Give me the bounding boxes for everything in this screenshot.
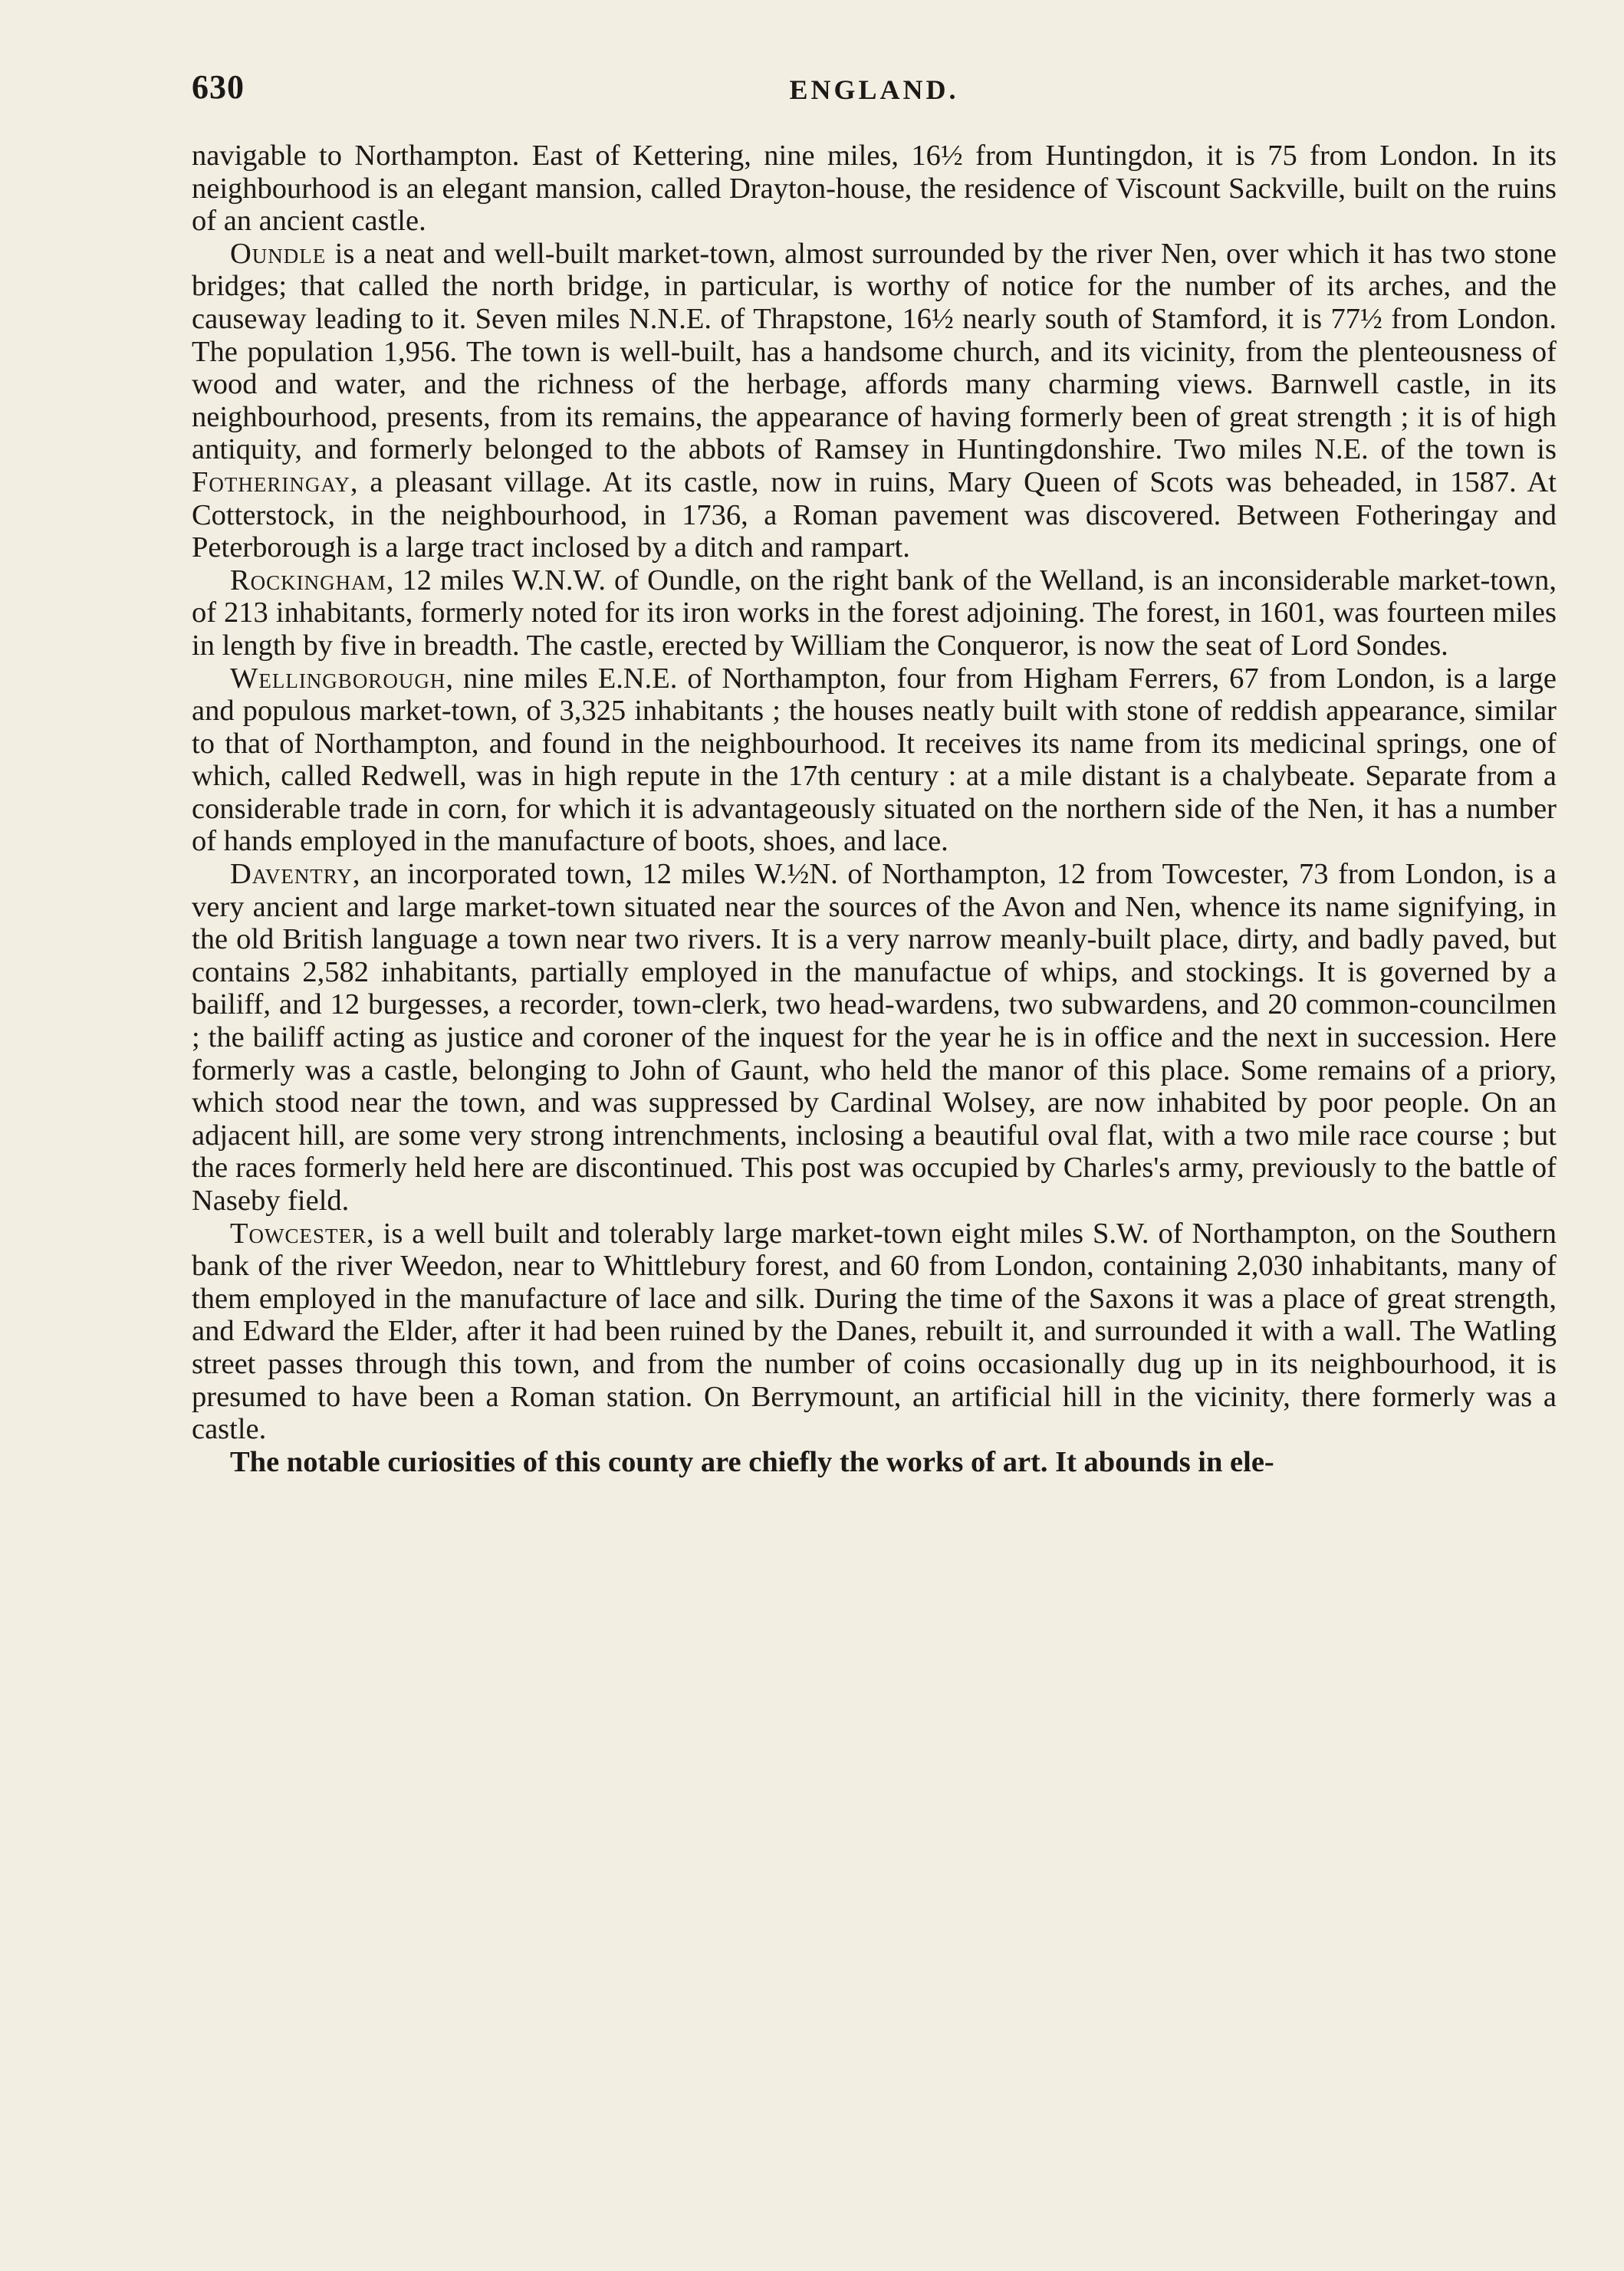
paragraph-wellingborough [192, 662, 1557, 859]
paragraph-text: , is a well built and tolerably large market-town eight miles S.W. of Northampton, on the Southern bank of the river Weedon, near to Whittlebury forest, and 60 from London, containing 2,030 inhabitants, many of them employed in the manufacture of lace and silk. During the time of the Saxons it was a place of great strength, and Edward the Elder, after it had been ruined by the Danes, rebuilt it, and surrounded it with a wall. The Watling street passes through this town, and from the number of coins occasionally dug up in its neighbourhood, it is presumed to have been a Roman station. On Berrymount, an artificial hill in the vicinity, there formerly was a castle. [192, 1217, 1557, 1446]
place-name-fotheringay: Fotheringay [192, 465, 350, 498]
place-name-towcester: Towcester [230, 1217, 367, 1250]
paragraph-text: is a neat and well-built market-town, almost surrounded by the river Nen, over which it has two stone bridges; that called the north bridge, in particular, is worthy of notice for the number of its arches, and the causeway leading to it. Seven miles N.N.E. of Thrapstone, 16½ nearly south of Stamford, it is 77½ from London. The population 1,956. The town is well-built, has a handsome church, and its vicinity, from the plenteousness of wood and water, and the richness of the herbage, affords many charming views. Barnwell castle, in its neighbourhood, presents, from its remains, the appearance of having formerly been of great strength ; it is of high antiquity, and formerly belonged to the abbots of Ramsey in Huntingdonshire. Two miles N.E. of the town is [192, 237, 1557, 466]
paragraph-text: , an incorporated town, 12 miles W.½N. of Northampton, 12 from Towcester, 73 from London, is a very ancient and large market-town situated near the sources of the Avon and Nen, whence its name signifying, in the old British language a town near two rivers. It is a very narrow meanly-built place, dirty, and badly paved, but contains 2,582 inhabitants, partially employed in the manufactue of whips, and stockings. It is governed by a bailiff, and 12 burgesses, a recorder, town-clerk, two head-wardens, two subwardens, and 20 common-councilmen ; the bailiff acting as justice and coroner of the inquest for the year he is in office and the next in succession. Here formerly was a castle, belonging to John of Gaunt, who held the manor of this place. Some remains of a priory, which stood near the town, and was suppressed by Cardinal Wolsey, are now inhabited by poor people. On an adjacent hill, are some very strong intrenchments, inclosing a beautiful oval flat, with a two mile race course ; but the races formerly held here are discontinued. This post was occupied by Charles's army, previously to the battle of Naseby field. [192, 858, 1557, 1217]
place-name-wellingborough: Wellingborough [230, 662, 446, 695]
running-head: ENGLAND. [789, 74, 959, 105]
page-header [192, 67, 1557, 113]
paragraph-daventry [192, 858, 1557, 1218]
paragraph-oundle [192, 238, 1557, 564]
place-name-daventry: Daventry [230, 858, 353, 891]
paragraph-rockingham [192, 564, 1557, 662]
body-text [192, 140, 1557, 1478]
paragraph-text: , 12 miles W.N.W. of Oundle, on the right bank of the Welland, is an inconsiderable market-town, of 213 inhabitants, formerly noted for its iron works in the forest adjoining. The forest, in 1601, was fourteen miles in length by five in breadth. The castle, erected by William the Conqueror, is now the seat of Lord Sondes. [192, 564, 1557, 662]
place-name-oundle: Oundle [230, 237, 327, 270]
paragraph-text: , nine miles E.N.E. of Northampton, four from Higham Ferrers, 67 from London, is a large and populous market-town, of 3,325 inhabitants ; the houses neatly built with stone of reddish appearance, similar to that of Northampton, and found in the neighbourhood. It receives its name from its medicinal springs, one of which, called Redwell, was in high repute in the 17th century : at a mile distant is a chalybeate. Separate from a considerable trade in corn, for which it is advantageously situated on the northern side of the Nen, it has a number of hands employed in the manufacture of boots, shoes, and lace. [192, 662, 1557, 858]
paragraph-kettering-continuation [192, 140, 1557, 238]
place-name-rockingham: Rockingham [230, 564, 386, 597]
paragraph-text: The notable curiosities of this county are chiefly the works of art. It abounds in ele- [230, 1445, 1274, 1478]
paragraph-curiosities [192, 1446, 1557, 1479]
paragraph-text: navigable to Northampton. East of Kettering, nine miles, 16½ from Huntingdon, it is 75 from London. In its neighbourhood is an elegant mansion, called Drayton-house, the residence of Viscount Sackville, built on the ruins of an ancient castle. [192, 140, 1557, 238]
page-number: 630 [192, 68, 245, 106]
paragraph-text: , a pleasant village. At its castle, now in ruins, Mary Queen of Scots was beheaded, in 1587. At Cotterstock, in the neighbourhood, in 1736, a Roman pavement was discovered. Between Fotheringay and Peterborough is a large tract inclosed by a ditch and rampart. [192, 465, 1557, 564]
paragraph-towcester [192, 1218, 1557, 1446]
